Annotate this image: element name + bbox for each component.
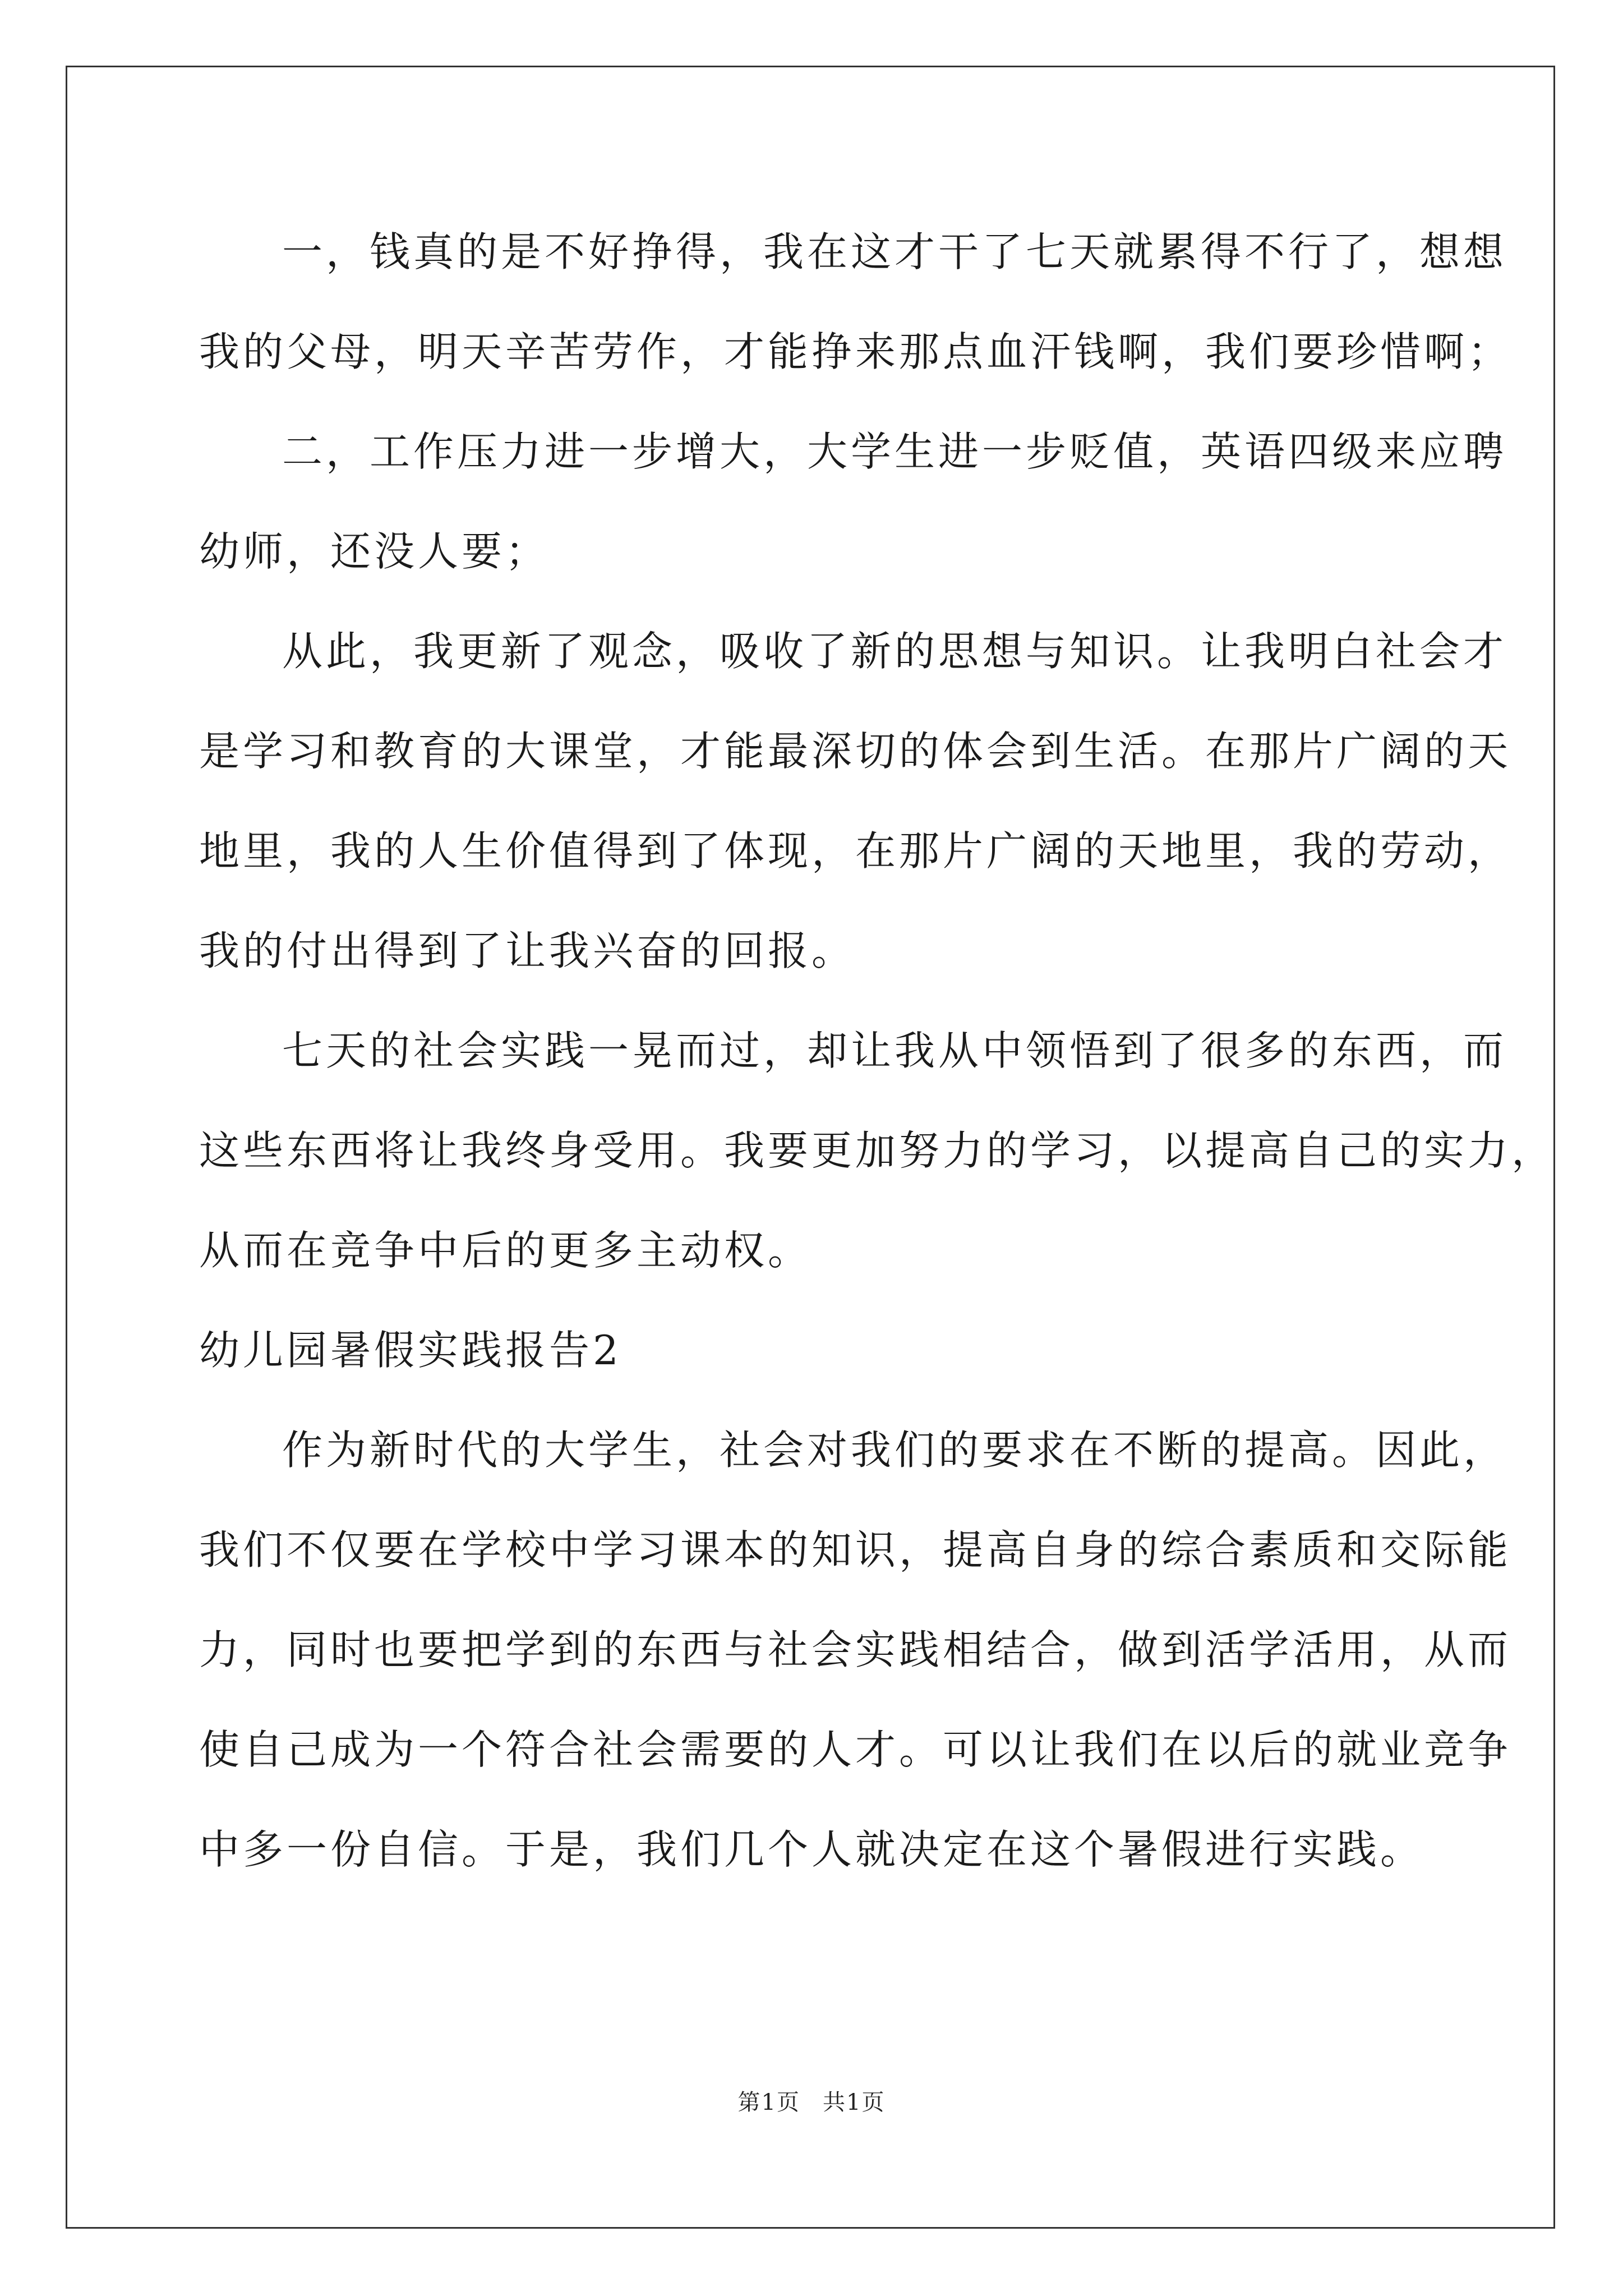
page-number: 第1页 <box>737 2090 800 2115</box>
paragraph-2 <box>199 402 1507 601</box>
paragraph-line: 是学习和教育的大课堂，才能最深切的体会到生活。在那片广阔的天 <box>199 728 1512 775</box>
paragraph-line: 七天的社会实践一晃而过，却让我从中领悟到了很多的东西，而 <box>282 1027 1507 1074</box>
page-footer <box>0 2086 1623 2119</box>
paragraph-4 <box>199 1001 1556 1300</box>
section-heading: 幼儿园暑假实践报告2 <box>199 1327 622 1374</box>
paragraph-1 <box>199 202 1512 402</box>
paragraph-line: 二，工作压力进一步增大，大学生进一步贬值，英语四级来应聘 <box>282 428 1507 475</box>
paragraph-line: 力，同时也要把学到的东西与社会实践相结合，做到活学活用，从而 <box>199 1626 1512 1673</box>
paragraph-line: 我的父母，明天辛苦劳作，才能挣来那点血汗钱啊，我们要珍惜啊； <box>199 328 1512 375</box>
paragraph-3 <box>199 601 1512 1001</box>
paragraph-line: 这些东西将让我终身受用。我要更加努力的学习，以提高自己的实力， <box>199 1127 1556 1174</box>
page-total: 共1页 <box>823 2090 886 2115</box>
paragraph-line: 地里，我的人生价值得到了体现，在那片广阔的天地里，我的劳动， <box>199 827 1512 875</box>
paragraph-line: 一，钱真的是不好挣得，我在这才干了七天就累得不行了，想想 <box>282 228 1507 275</box>
paragraph-line: 我们不仅要在学校中学习课本的知识，提高自身的综合素质和交际能 <box>199 1526 1512 1573</box>
paragraph-line: 中多一份自信。于是，我们几个人就决定在这个暑假进行实践。 <box>199 1826 1424 1873</box>
paragraph-line: 作为新时代的大学生，社会对我们的要求在不断的提高。因此， <box>282 1427 1507 1474</box>
paragraph-5 <box>199 1400 1512 1899</box>
document-body <box>199 202 1556 1899</box>
paragraph-line: 幼师，还没人要； <box>199 528 550 575</box>
paragraph-line: 从而在竞争中后的更多主动权。 <box>199 1227 812 1274</box>
paragraph-line: 我的付出得到了让我兴奋的回报。 <box>199 927 856 974</box>
paragraph-line: 使自己成为一个符合社会需要的人才。可以让我们在以后的就业竞争 <box>199 1726 1512 1773</box>
paragraph-line: 从此，我更新了观念，吸收了新的思想与知识。让我明白社会才 <box>282 628 1507 675</box>
